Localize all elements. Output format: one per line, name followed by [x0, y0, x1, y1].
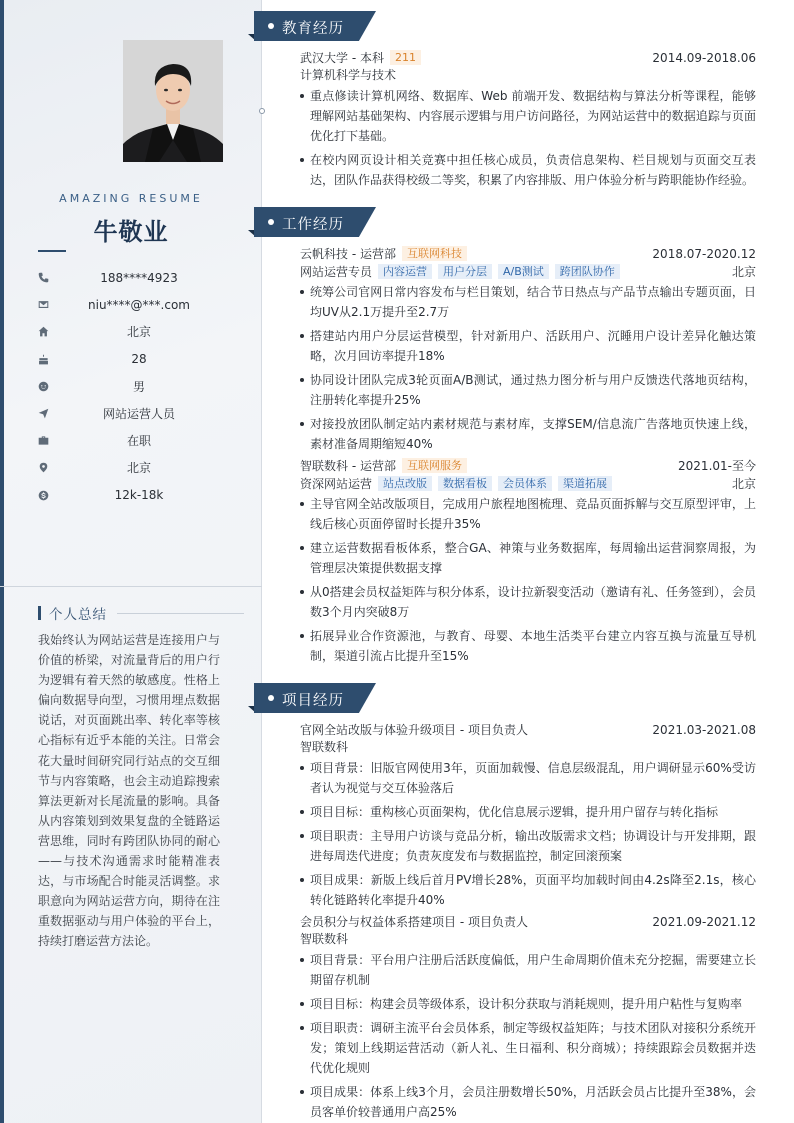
location-pin-icon — [36, 461, 50, 475]
name-underline — [38, 250, 66, 252]
job-header-row — [300, 457, 756, 475]
timeline-ring-marker — [259, 108, 265, 114]
work-entry-1 — [300, 245, 756, 458]
home-icon — [36, 325, 50, 339]
job-role-row — [300, 475, 756, 493]
project-header-row — [300, 721, 756, 739]
project-name: 官网全站改版与体验升级项目 - 项目负责人 — [300, 723, 528, 738]
project-entry-2 — [300, 913, 756, 1123]
job-bullets — [300, 282, 756, 454]
briefcase-icon — [36, 434, 50, 448]
project-bullets — [300, 950, 756, 1122]
job-period: 2021.01-至今 — [678, 459, 756, 474]
info-salary-text: 12k-18k — [114, 488, 164, 503]
project-period: 2021.03-2021.08 — [652, 722, 756, 737]
project-header-row — [300, 913, 756, 931]
skill-tag: 站点改版 — [378, 476, 432, 491]
job-city: 北京 — [731, 476, 756, 491]
project-period: 2021.09-2021.12 — [652, 914, 756, 929]
profile-photo — [123, 40, 223, 162]
mail-icon — [36, 298, 50, 312]
education-bullets — [300, 86, 756, 190]
list-item: 项目职责：调研主流平台会员体系，制定等级权益矩阵；与技术团队对接积分系统开发；策划上线期运营活动（新人礼、生日福利、积分商城）；持续跟踪会员数据并迭代优化规则 — [300, 1018, 756, 1078]
cake-icon — [36, 352, 50, 366]
list-item: 在校内网页设计相关竞赛中担任核心成员，负责信息架构、栏目规划与页面交互表达，团队作品获得校级二等奖，积累了内容排版、用户体验分析与跨职能协作经验。 — [300, 150, 756, 190]
list-item: 项目成果：体系上线3个月，会员注册数增长50%，月活跃会员占比提升至38%，会员客单价较普通用户高25% — [300, 1082, 756, 1122]
list-item: 拓展异业合作资源池，与教育、母婴、本地生活类平台建立内容互换与流量互导机制，渠道引流占比提升至15% — [300, 626, 756, 666]
contact-info-list — [36, 264, 246, 509]
summary-heading-bar — [38, 606, 41, 620]
list-item: 项目背景：旧版官网使用3年，页面加载慢、信息层级混乱，用户调研显示60%受访者认为视觉与交互体验落后 — [300, 758, 756, 798]
info-age-text: 28 — [131, 352, 147, 367]
info-residence-text: 北京 — [126, 325, 151, 340]
ribbon-dot-icon — [268, 695, 274, 701]
list-item: 项目成果：新版上线后首月PV增长28%，页面平均加载时间由4.2s降至2.1s，核心转化链路转化率提升40% — [300, 870, 756, 910]
industry-badge: 互联网服务 — [402, 458, 467, 473]
face-icon — [36, 379, 50, 393]
section-title-work: 工作经历 — [282, 217, 344, 233]
info-residence — [36, 318, 246, 345]
info-status — [36, 427, 246, 454]
work-entry-2 — [300, 457, 756, 670]
skill-tag: 内容运营 — [378, 264, 432, 279]
info-phone — [36, 264, 246, 291]
list-item: 从0搭建会员权益矩阵与积分体系，设计拉新裂变活动（邀请有礼、任务签到），会员数3个月内突破8万 — [300, 582, 756, 622]
skill-tag: 用户分层 — [438, 264, 492, 279]
skill-tag: 渠道拓展 — [558, 476, 612, 491]
summary-heading-text: 个人总结 — [49, 607, 107, 623]
info-target-position-text: 网站运营人员 — [102, 407, 175, 422]
industry-badge: 互联网科技 — [402, 246, 467, 261]
list-item: 项目目标：构建会员等级体系，设计积分获取与消耗规则，提升用户粘性与复购率 — [300, 994, 756, 1014]
sidebar — [0, 0, 262, 1123]
info-target-city — [36, 454, 246, 481]
info-gender-text: 男 — [132, 379, 145, 394]
summary-heading — [38, 603, 244, 623]
info-status-text: 在职 — [126, 434, 151, 449]
list-item: 搭建站内用户分层运营模型，针对新用户、活跃用户、沉睡用户设计差异化触达策略，次月回访率提升18% — [300, 326, 756, 366]
skill-tag: A/B测试 — [498, 264, 549, 279]
info-target-city-text: 北京 — [126, 461, 151, 476]
list-item: 统筹公司官网日常内容发布与栏目策划，结合节日热点与产品节点输出专题页面，日均UV从2.1万提升至2.7万 — [300, 282, 756, 322]
list-item: 协同设计团队完成3轮页面A/B测试，通过热力图分析与用户反馈迭代落地页结构，注册转化率提升25% — [300, 370, 756, 410]
education-major: 计算机科学与技术 — [300, 67, 397, 82]
list-item: 建立运营数据看板体系，整合GA、神策与业务数据库，每周输出运营洞察周报，为管理层决策提供数据支撑 — [300, 538, 756, 578]
summary-body: 我始终认为网站运营是连接用户与价值的桥梁，对流量背后的用户行为逻辑有着天然的敏感度。性格上偏向数据导向型，习惯用埋点数据说话，对页面跳出率、转化率等核心指标有近乎本能的关注。日常会花大量时间研究同行站点的交互细节与内容策略，也会主动追踪搜索算法更新对长尾流量的影响。具备从内容策划到效果复盘的全链路运营思维，同时有跨团队协同的耐心——与技术沟通需求时能精准表达，与市场配合时能灵活调整。求职意向为网站运营方向，期待在注重数据驱动与用户体验的平台上，持续打磨运营方法论。 — [38, 633, 220, 949]
project-entry-1 — [300, 721, 756, 914]
info-gender — [36, 373, 246, 400]
company-name: 智联数科 - 运营部 — [300, 459, 396, 474]
list-item: 项目职责：主导用户访谈与竞品分析，输出改版需求文档；协调设计与开发排期，跟进每周迭代进度；负责灰度发布与数据监控，制定回滚预案 — [300, 826, 756, 866]
money-icon — [36, 488, 50, 502]
list-item: 主导官网全站改版项目，完成用户旅程地图梳理、竞品页面拆解与交互原型评审，上线后核心页面停留时长提升35% — [300, 494, 756, 534]
skill-tag: 会员体系 — [498, 476, 552, 491]
job-period: 2018.07-2020.12 — [652, 246, 756, 261]
phone-icon — [36, 271, 50, 285]
info-email-text: niu****@***.com — [88, 297, 190, 312]
education-header-row — [300, 49, 756, 67]
education-period: 2014.09-2018.06 — [652, 50, 756, 65]
job-role: 资深网站运营 — [300, 476, 373, 491]
section-title-education: 教育经历 — [282, 21, 344, 37]
project-org: 智联数科 — [300, 739, 349, 754]
info-target-position — [36, 400, 246, 427]
skill-tag: 数据看板 — [438, 476, 492, 491]
sidebar-divider — [0, 586, 262, 587]
job-bullets — [300, 494, 756, 666]
job-header-row — [300, 245, 756, 263]
resume-tagline: AMAZING RESUME — [59, 192, 203, 205]
list-item: 对接投放团队制定站内素材规范与素材库，支撑SEM/信息流广告落地页快速上线，素材准备周期缩短40% — [300, 414, 756, 454]
list-item: 项目背景：平台用户注册后活跃度偏低，用户生命周期价值未充分挖掘，需要建立长期留存机制 — [300, 950, 756, 990]
school-tag-badge: 211 — [390, 50, 421, 65]
sidebar-edge-stripe — [0, 0, 4, 1123]
send-icon — [36, 407, 50, 421]
info-phone-text: 188****4923 — [100, 270, 178, 285]
job-role-row — [300, 263, 756, 281]
skill-tag: 跨团队协作 — [555, 264, 620, 279]
section-title-projects: 项目经历 — [282, 693, 344, 709]
project-org: 智联数科 — [300, 931, 349, 946]
project-bullets — [300, 758, 756, 910]
summary-heading-rule — [117, 613, 244, 614]
ribbon-dot-icon — [268, 23, 274, 29]
info-salary — [36, 482, 246, 509]
project-name: 会员积分与权益体系搭建项目 - 项目负责人 — [300, 915, 528, 930]
portrait-illustration — [123, 40, 223, 162]
education-entry — [300, 49, 756, 194]
candidate-name: 牛敬业 — [93, 218, 169, 246]
main-content — [262, 0, 794, 1123]
ribbon-dot-icon — [268, 219, 274, 225]
job-role: 网站运营专员 — [300, 264, 373, 279]
info-email — [36, 291, 246, 318]
school-name: 武汉大学 - 本科 — [300, 51, 384, 66]
list-item: 重点修读计算机网络、数据库、Web 前端开发、数据结构与算法分析等课程，能够理解网站基础架构、内容展示逻辑与用户访问路径，为网站运营中的数据追踪与页面优化打下基础。 — [300, 86, 756, 146]
job-city: 北京 — [731, 264, 756, 279]
info-age — [36, 346, 246, 373]
list-item: 项目目标：重构核心页面架构，优化信息展示逻辑，提升用户留存与转化指标 — [300, 802, 756, 822]
company-name: 云帆科技 - 运营部 — [300, 247, 396, 262]
